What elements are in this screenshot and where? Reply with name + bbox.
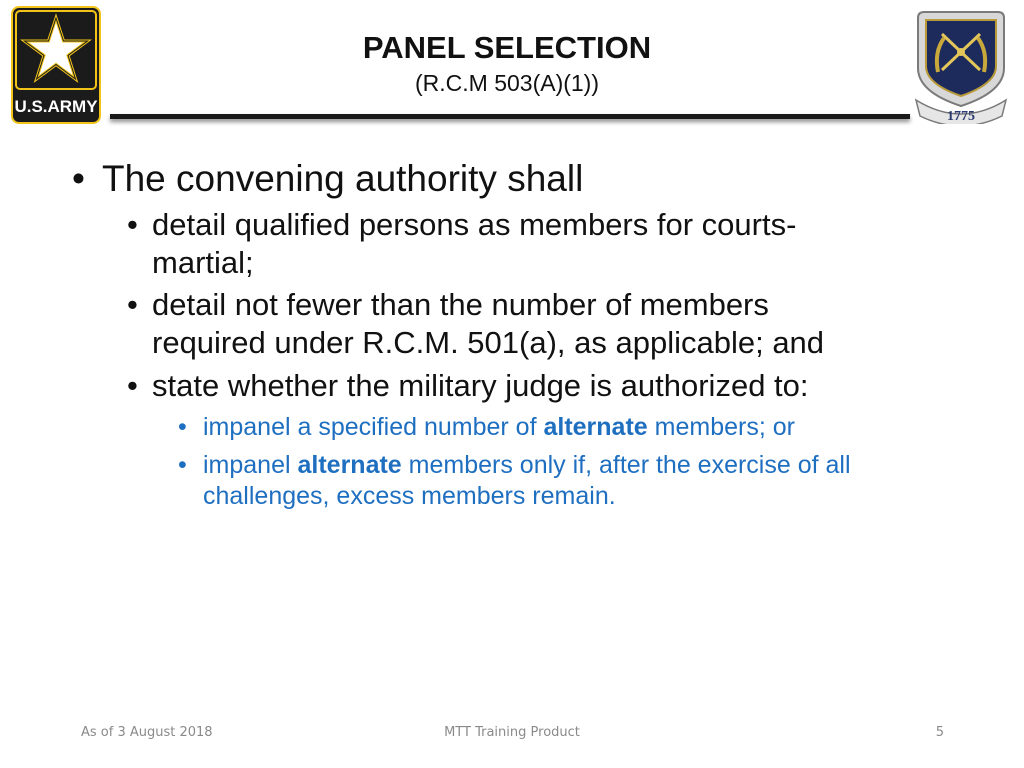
bullet-marker: • (72, 158, 85, 199)
bullet-marker: • (127, 368, 138, 403)
bullet-level2-item (127, 286, 887, 362)
bullet-level2-item (127, 206, 887, 282)
bullet-marker: • (127, 207, 138, 242)
bullet-marker: • (178, 413, 187, 441)
footer-center: MTT Training Product (444, 725, 580, 740)
bullet-marker: • (127, 287, 138, 322)
crest-year-text: 1775 (947, 109, 975, 124)
bullet-level1-text: The convening authority shall (102, 158, 584, 199)
text-run: impanel a specified number of (203, 413, 544, 441)
page-title: PANEL SELECTION (362, 30, 652, 65)
bullet-level2-text: detail qualified persons as members for courts-martial; (152, 207, 797, 280)
emphasis-text: alternate (543, 413, 648, 441)
bullet-marker: • (178, 451, 187, 479)
bullet-level3-text (203, 450, 918, 512)
army-logo-text: U.S.ARMY (14, 97, 98, 116)
footer-date: As of 3 August 2018 (81, 725, 213, 740)
text-run: members only if, after the exercise of all challenges, excess members remain. (203, 451, 851, 510)
jag-corps-crest-icon (910, 8, 1012, 124)
bullet-level3-item (178, 450, 918, 512)
bullet-level3-item (178, 412, 918, 443)
bullet-level2-text: state whether the military judge is authorized to: (152, 368, 809, 403)
bullet-level2-text: detail not fewer than the number of members required under R.C.M. 501(a), as applicable; and (152, 287, 825, 360)
emphasis-text: alternate (297, 451, 402, 479)
bullet-level1 (72, 158, 583, 200)
bullet-level2-item (127, 367, 887, 405)
text-run: impanel (203, 451, 298, 479)
bullet-level3-text (203, 412, 795, 443)
title-divider (110, 114, 910, 119)
slide-number: 5 (935, 725, 944, 740)
text-run: members; or (647, 413, 795, 441)
page-subtitle: (R.C.M 503(A)(1)) (414, 70, 599, 96)
